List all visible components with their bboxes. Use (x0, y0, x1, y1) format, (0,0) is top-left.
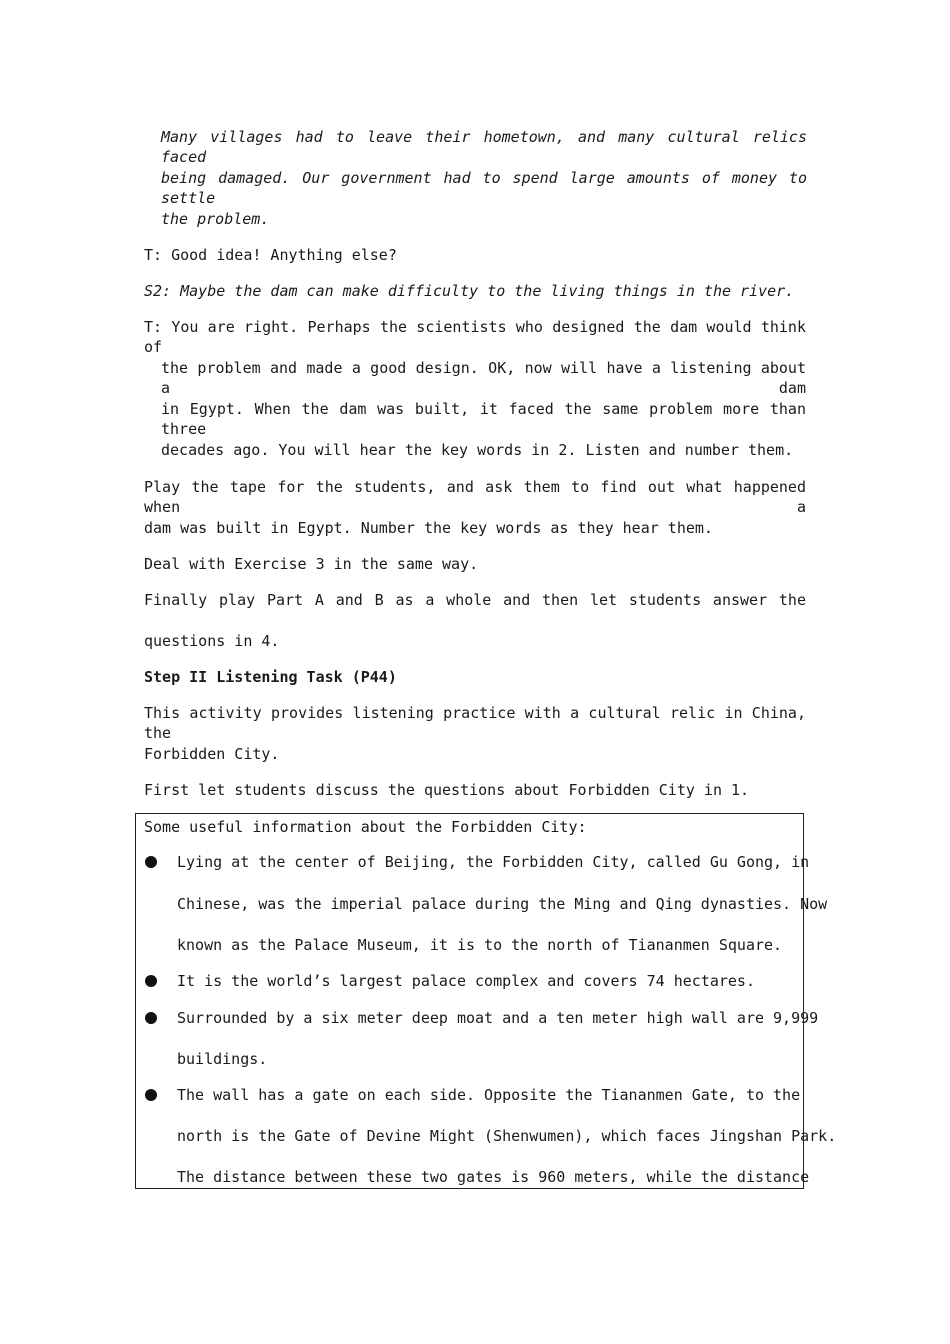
play-instruction-line-1: Play the tape for the students, and ask them to find out what happened when a (144, 478, 806, 516)
bullet-dot-icon (145, 1012, 157, 1024)
step-2-intro-line-2: Forbidden City. (144, 745, 280, 763)
bullet-4-line-3: The distance between these two gates is 960 meters, while the distance (177, 1168, 810, 1186)
student-2-line: S2: Maybe the dam can make difficulty to the living things in the river. (144, 282, 795, 300)
play-instruction-line-2: dam was built in Egypt. Number the key words as they hear them. (144, 519, 713, 537)
bullet-1-line-2: Chinese, was the imperial palace during the Ming and Qing dynasties. Now (177, 895, 828, 913)
bullet-1-line-1: Lying at the center of Beijing, the Forbidden City, called Gu Gong, in (177, 853, 810, 871)
step-2-intro-line-1: This activity provides listening practice with a cultural relic in China, the (144, 704, 806, 742)
info-box-title: Some useful information about the Forbidden City: (144, 818, 587, 836)
teacher-line-1: T: Good idea! Anything else? (144, 246, 397, 264)
step-2-first-instruction: First let students discuss the questions about Forbidden City in 1. (144, 781, 750, 799)
finally-instruction-line-2: questions in 4. (144, 632, 280, 650)
s1-text-line-3: the problem. (161, 210, 270, 228)
bullet-dot-icon (145, 975, 157, 987)
teacher-line-2c: in Egypt. When the dam was built, it faced the same problem more than three (161, 400, 806, 438)
step-2-heading: Step II Listening Task (P44) (144, 668, 397, 686)
bullet-dot-icon (145, 856, 157, 868)
finally-instruction-line-1: Finally play Part A and B as a whole and then let students answer the (144, 591, 806, 609)
s1-text-line-1: Many villages had to leave their hometown, and many cultural relics faced (161, 128, 807, 166)
bullet-4-line-1: The wall has a gate on each side. Opposite the Tiananmen Gate, to the (177, 1086, 801, 1104)
bullet-1-line-3: known as the Palace Museum, it is to the north of Tiananmen Square. (177, 936, 783, 954)
teacher-line-2d: decades ago. You will hear the key words in 2. Listen and number them. (161, 441, 794, 459)
bullet-dot-icon (145, 1089, 157, 1101)
bullet-3-line-1: Surrounded by a six meter deep moat and a ten meter high wall are 9,999 (177, 1009, 819, 1027)
teacher-line-2a: T: You are right. Perhaps the scientists who designed the dam would think of (144, 318, 806, 356)
bullet-3-line-2: buildings. (177, 1050, 268, 1068)
s1-text-line-2: being damaged. Our government had to spend large amounts of money to settle (161, 169, 807, 207)
bullet-4-line-2: north is the Gate of Devine Might (Shenwumen), which faces Jingshan Park. (177, 1127, 837, 1145)
deal-instruction: Deal with Exercise 3 in the same way. (144, 555, 479, 573)
teacher-line-2b: the problem and made a good design. OK, now will have a listening about a dam (161, 359, 806, 397)
bullet-2-line-1: It is the world’s largest palace complex and covers 74 hectares. (177, 972, 755, 990)
